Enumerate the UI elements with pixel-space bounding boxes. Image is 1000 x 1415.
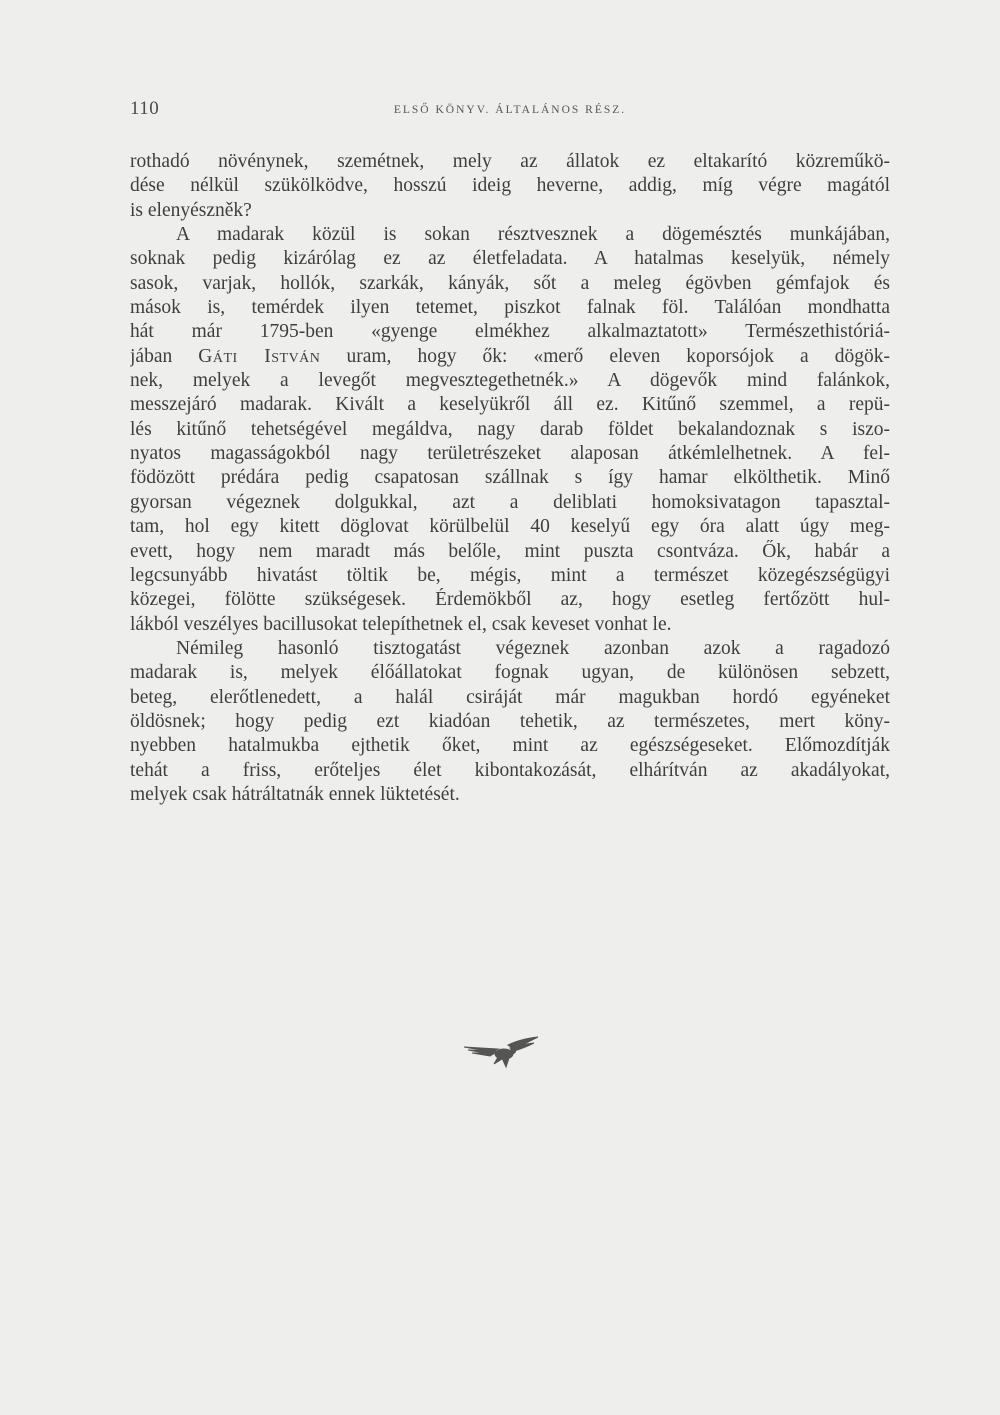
text-line: legcsunyább hivatást töltik be, mégis, mint a természet közegészségügyi	[130, 564, 890, 586]
text-line: öldösnek; hogy pedig ezt kiadóan tehetik, az természetes, mert köny-	[130, 710, 890, 732]
text-line: sasok, varjak, hollók, szarkák, kányák, sőt a meleg égövben gémfajok és	[130, 272, 890, 294]
line-start: jában	[130, 345, 199, 367]
text-line: soknak pedig kizárólag ez az életfeladata. A hatalmas keselyük, némely	[130, 248, 890, 270]
text-line: födözött prédára pedig csapatosan szállnak s így hamar elkölthetik. Minő	[130, 467, 890, 489]
text-line: A madarak közül is sokan résztvesznek a dögemésztés munkájában,	[176, 224, 890, 246]
text-line: közegei, fölötte szükségesek. Érdemökből az, hogy esetleg fertőzött hul-	[130, 589, 890, 611]
text-line: messzejáró madarak. Kivált a keselyükről áll ez. Kitűnő szemmel, a repü-	[130, 394, 890, 416]
text-line: lés kitűnő tehetségével megáldva, nagy darab földet bekalandoznak s iszo-	[130, 418, 890, 440]
text-line: dése nélkül szükölködve, hosszú ideig heverne, addig, míg végre magától	[130, 175, 890, 197]
text-line: tam, hol egy kitett döglovat körülbelül 40 keselyű egy óra alatt úgy meg-	[130, 516, 890, 538]
text-line: nyatos magasságokból nagy területrészeket alaposan átkémlelhetnek. A fel-	[130, 443, 890, 465]
text-line: beteg, elerőtlenedett, a halál csiráját már magukban hordó egyéneket	[130, 686, 890, 708]
running-head: ELSŐ KÖNYV. ÁLTALÁNOS RÉSZ.	[393, 104, 627, 116]
text-line: is elenyészněk?	[130, 199, 252, 221]
page-header	[130, 98, 890, 122]
body-text	[130, 150, 890, 807]
text-line: rothadó növénynek, szemétnek, mely az állatok ez eltakarító közreműkö-	[130, 151, 890, 172]
text-line	[130, 345, 890, 369]
text-line: mások is, temérdek ilyen tetemet, piszkot falnak föl. Találóan mondhatta	[130, 297, 890, 319]
text-line: hát már 1795-ben «gyenge elmékhez alkalmaztatott» Természethistóriá-	[130, 321, 890, 343]
page-number: 110	[130, 98, 160, 119]
text-line: lákból veszélyes bacillusokat telepíthetnek el, csak keveset vonhat le.	[130, 613, 672, 635]
text-line: melyek csak hátráltatnák ennek lüktetését.	[130, 783, 460, 805]
text-line: nyebben hatalmukba ejthetik őket, mint az egészségeseket. Előmozdítják	[130, 735, 890, 757]
text-line: nek, melyek a levegőt megvesztegethetnék.» A dögevők mind falánkok,	[130, 370, 890, 392]
text-line: evett, hogy nem maradt más belőle, mint puszta csontváza. Ők, habár a	[130, 540, 890, 562]
line-rest: uram, hogy ők: «merő eleven koporsójok a dögök-	[320, 345, 890, 367]
bird-vignette-icon	[462, 1033, 542, 1073]
author-name: Gáti István	[198, 345, 321, 367]
text-line: tehát a friss, erőteljes élet kibontakozását, elhárítván az akadályokat,	[130, 759, 890, 781]
text-line: Némileg hasonló tisztogatást végeznek azonban azok a ragadozó	[176, 637, 890, 659]
text-line: madarak is, melyek élőállatokat fognak ugyan, de különösen sebzett,	[130, 662, 890, 684]
text-line: gyorsan végeznek dolgukkal, azt a deliblati homoksivatagon tapasztal-	[130, 491, 890, 513]
